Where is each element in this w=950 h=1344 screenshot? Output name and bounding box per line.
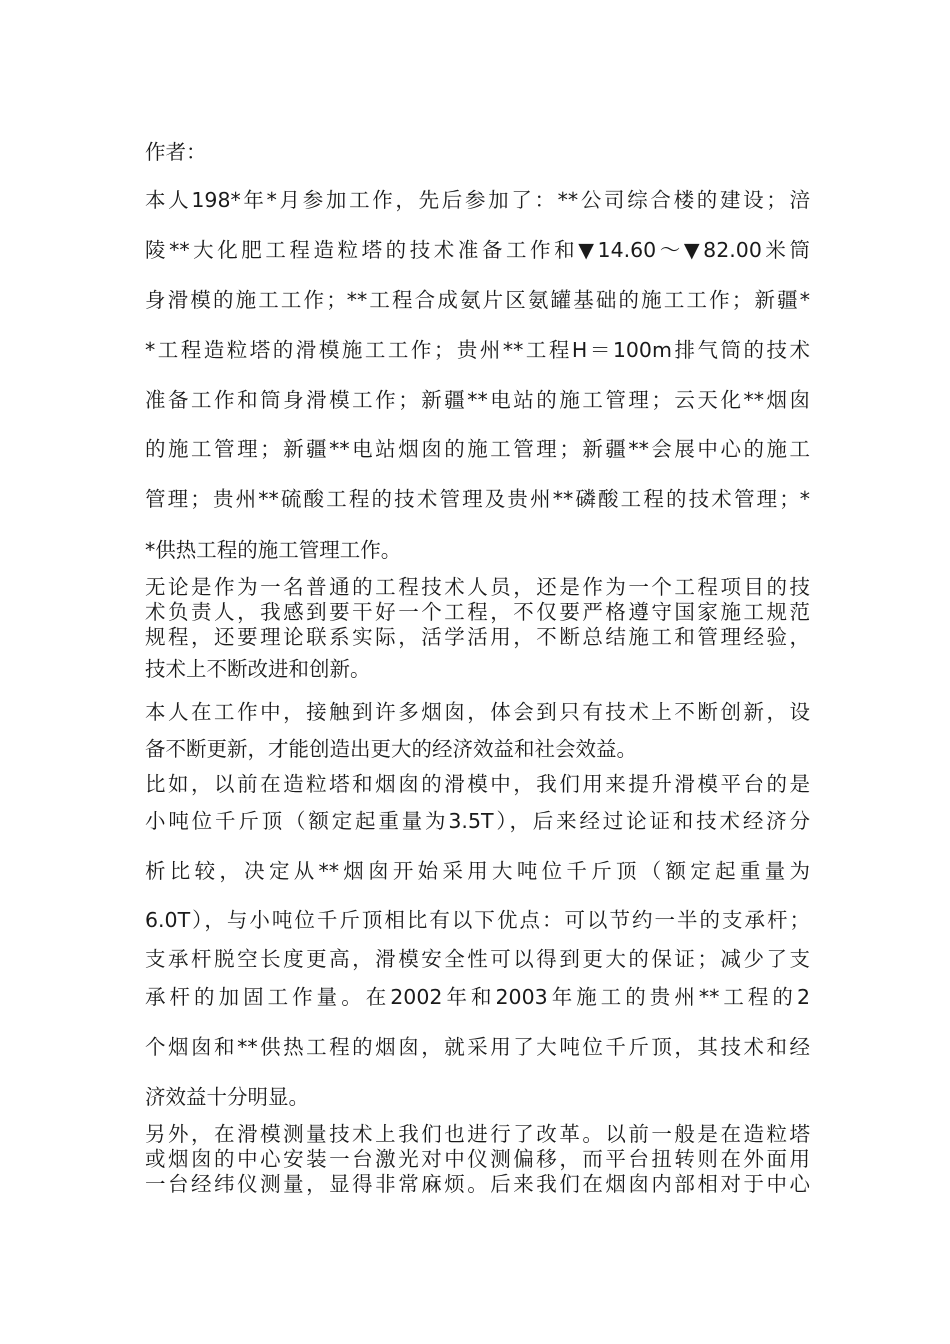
paragraph-line: 技术上不断改进和创新。 bbox=[145, 657, 371, 681]
paragraph-line: 管理；贵州**硫酸工程的技术管理及贵州**磷酸工程的技术管理；* bbox=[145, 487, 810, 511]
paragraph-line: 析比较，决定从**烟囱开始采用大吨位千斤顶（额定起重量为 bbox=[145, 859, 810, 883]
paragraph-line: 支承杆脱空长度更高，滑模安全性可以得到更大的保证；减少了支 bbox=[145, 947, 810, 971]
paragraph-line: 承杆的加固工作量。在2002年和2003年施工的贵州**工程的2 bbox=[145, 985, 810, 1009]
paragraph-line: 无论是作为一名普通的工程技术人员，还是作为一个工程项目的技 bbox=[145, 575, 810, 599]
paragraph-line: 6.0T），与小吨位千斤顶相比有以下优点：可以节约一半的支承杆； bbox=[145, 908, 810, 932]
paragraph-line: 个烟囱和**供热工程的烟囱，就采用了大吨位千斤顶，其技术和经 bbox=[145, 1035, 810, 1059]
paragraph-line: 另外，在滑模测量技术上我们也进行了改革。以前一般是在造粒塔 bbox=[145, 1122, 810, 1146]
paragraph-line: 济效益十分明显。 bbox=[145, 1085, 309, 1109]
paragraph-line: 身滑模的施工工作；**工程合成氨片区氨罐基础的施工工作；新疆* bbox=[145, 288, 810, 312]
paragraph-line: 本人198*年*月参加工作，先后参加了：**公司综合楼的建设；涪 bbox=[145, 188, 810, 212]
paragraph-line: 小吨位千斤顶（额定起重量为3.5T），后来经过论证和技术经济分 bbox=[145, 809, 810, 833]
paragraph-line: 陵**大化肥工程造粒塔的技术准备工作和▼14.60～▼82.00米筒 bbox=[145, 238, 810, 262]
paragraph-line: 准备工作和筒身滑模工作；新疆**电站的施工管理；云天化**烟囱 bbox=[145, 388, 810, 412]
paragraph-line: 规程，还要理论联系实际，活学活用，不断总结施工和管理经验， bbox=[145, 625, 810, 649]
paragraph-line: 备不断更新，才能创造出更大的经济效益和社会效益。 bbox=[145, 737, 637, 761]
paragraph-line: 比如，以前在造粒塔和烟囱的滑模中，我们用来提升滑模平台的是 bbox=[145, 772, 810, 796]
paragraph-line: *供热工程的施工管理工作。 bbox=[145, 538, 402, 562]
paragraph-line: 本人在工作中，接触到许多烟囱，体会到只有技术上不断创新，设 bbox=[145, 700, 810, 724]
paragraph-line: *工程造粒塔的滑模施工工作；贵州**工程H＝100m排气筒的技术 bbox=[145, 338, 810, 362]
paragraph-line: 术负责人，我感到要干好一个工程，不仅要严格遵守国家施工规范 bbox=[145, 600, 810, 624]
paragraph-line: 一台经纬仪测量，显得非常麻烦。后来我们在烟囱内部相对于中心 bbox=[145, 1172, 810, 1196]
paragraph-line: 的施工管理；新疆**电站烟囱的施工管理；新疆**会展中心的施工 bbox=[145, 437, 810, 461]
author-line: 作者： bbox=[145, 140, 207, 164]
paragraph-line: 或烟囱的中心安装一台激光对中仪测偏移，而平台扭转则在外面用 bbox=[145, 1147, 810, 1171]
